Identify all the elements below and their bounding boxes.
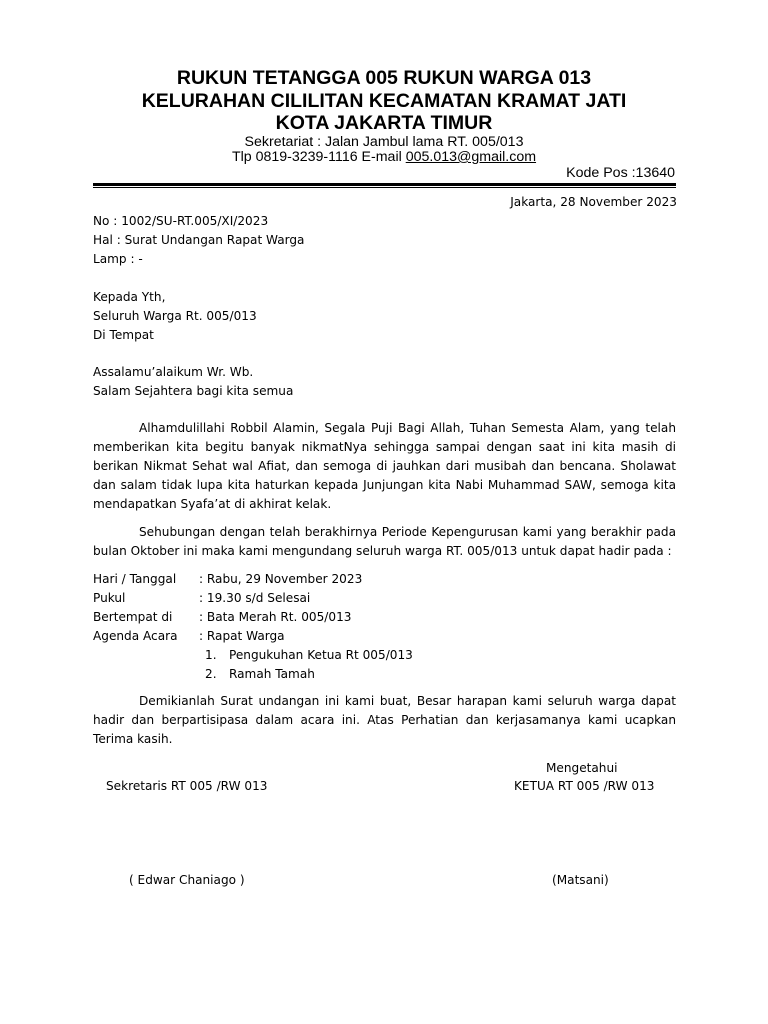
letter-date: Jakarta, 28 November 2023 (510, 195, 677, 209)
agenda-item (205, 646, 413, 665)
body-paragraph-1: Alhamdulillahi Robbil Alamin, Segala Puji Bagi Allah, Tuhan Semesta Alam, yang telah memberikan kita begitu banyak nikmatNya sehingga sampai dengan saat ini kita masih di berikan Nikmat Sehat wal Afiat, dan semoga di jauhkan dari musibah dan bencana. Sholawat dan salam tidak lupa kita haturkan kepada Junjungan kita Nabi Muhammad SAW, semoga kita mendapatkan Syafa’at di akhirat kelak. (93, 421, 676, 511)
secretary-title: Sekretaris RT 005 /RW 013 (106, 779, 268, 793)
agenda-text: Pengukuhan Ketua Rt 005/013 (229, 648, 413, 662)
agenda-text: Ramah Tamah (229, 667, 315, 681)
letterhead-address: Sekretariat : Jalan Jambul lama RT. 005/013 (244, 134, 524, 150)
detail-label: Pukul (93, 591, 126, 605)
letterhead-line-2: KELURAHAN CILILITAN KECAMATAN KRAMAT JATI (141, 90, 627, 112)
agenda-number: 1. (205, 648, 217, 662)
agenda-item (205, 665, 315, 684)
detail-label: Hari / Tanggal (93, 572, 177, 586)
detail-row-time (93, 589, 310, 608)
detail-row-place (93, 608, 351, 627)
detail-value: : Bata Merah Rt. 005/013 (199, 610, 352, 624)
detail-label: Bertempat di (93, 610, 173, 624)
letterhead-contact (0, 149, 768, 165)
letter-subject: Hal : Surat Undangan Rapat Warga (93, 233, 305, 247)
recipient-line-1: Kepada Yth, (93, 290, 166, 304)
body-paragraph-3: Demikianlah Surat undangan ini kami buat, Besar harapan kami seluruh warga dapat hadir dan berpartisipasa dalam acara ini. Atas Perhatian dan kerjasamanya kami ucapkan Terima kasih. (93, 694, 676, 746)
detail-value: : 19.30 s/d Selesai (199, 591, 311, 605)
body-paragraph-2: Sehubungan dengan telah berakhirnya Periode Kepengurusan kami yang berakhir pada bulan Oktober ini maka kami mengundang seluruh warga RT. 005/013 untuk dapat hadir pada : (93, 525, 676, 558)
header-divider-thick (93, 183, 676, 186)
secretary-name: ( Edwar Chaniago ) (129, 873, 245, 887)
header-divider-thin (93, 187, 676, 188)
greeting-line-2: Salam Sejahtera bagi kita semua (93, 384, 294, 398)
agenda-number: 2. (205, 667, 217, 681)
detail-value: : Rapat Warga (199, 629, 285, 643)
letterhead-line-1: RUKUN TETANGGA 005 RUKUN WARGA 013 (176, 67, 592, 89)
greeting-line-1: Assalamu’alaikum Wr. Wb. (93, 365, 254, 379)
chairman-name: (Matsani) (552, 873, 609, 887)
recipient-line-3: Di Tempat (93, 328, 154, 342)
chairman-title: KETUA RT 005 /RW 013 (514, 779, 655, 793)
detail-row-agenda (93, 627, 285, 646)
acknowledged-label: Mengetahui (546, 761, 618, 775)
detail-label: Agenda Acara (93, 629, 178, 643)
postal-code: Kode Pos :13640 (566, 165, 675, 181)
letter-attachment: Lamp : - (93, 252, 143, 266)
email-link[interactable]: 005.013@gmail.com (405, 149, 537, 165)
detail-row-date (93, 570, 362, 589)
recipient-line-2: Seluruh Warga Rt. 005/013 (93, 309, 257, 323)
detail-value: : Rabu, 29 November 2023 (199, 572, 363, 586)
letterhead-line-3: KOTA JAKARTA TIMUR (275, 112, 493, 134)
contact-phone: Tlp 0819-3239-1116 E-mail (231, 149, 406, 165)
letter-number: No : 1002/SU-RT.005/XI/2023 (93, 214, 269, 228)
